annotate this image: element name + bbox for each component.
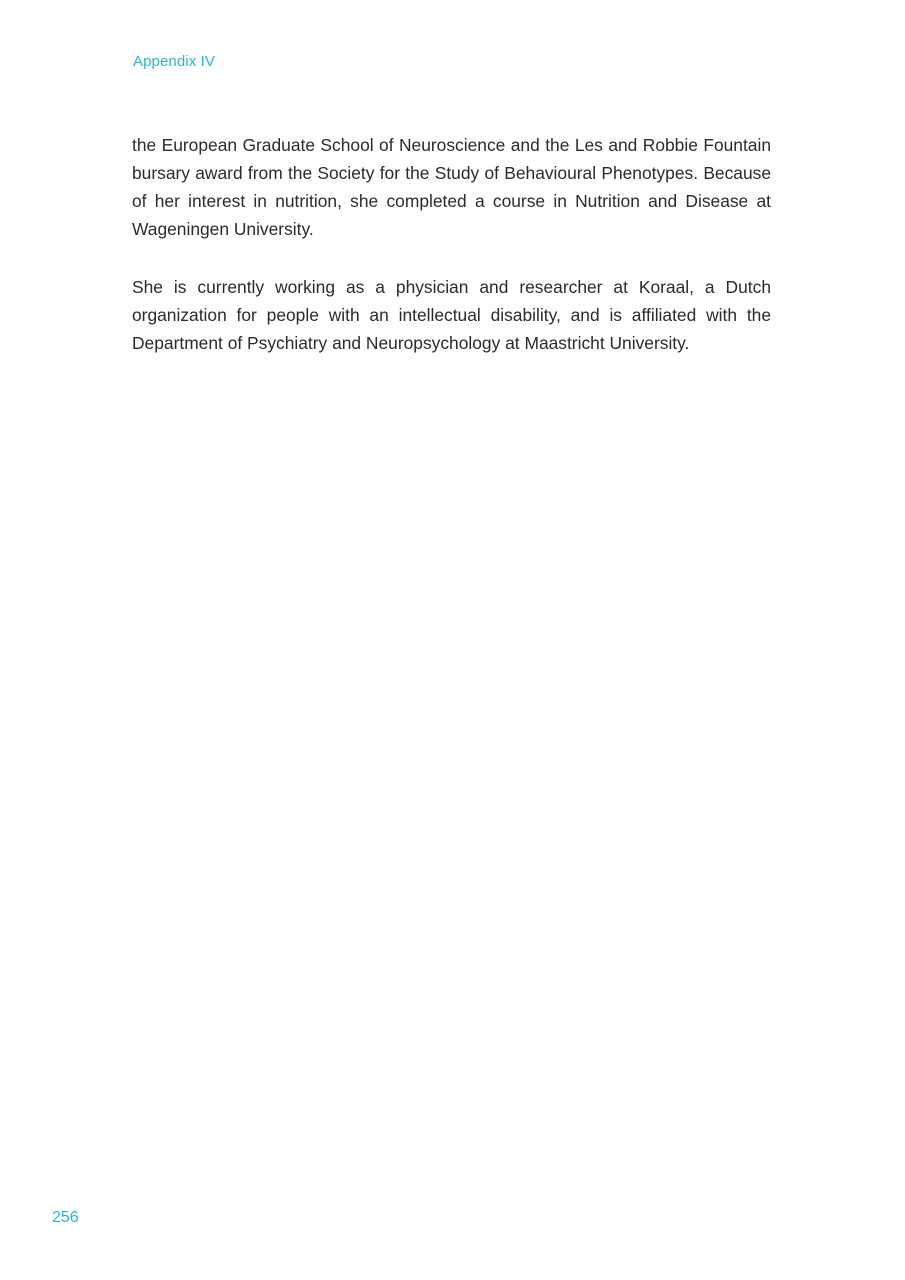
running-header: Appendix IV — [133, 53, 215, 70]
body-paragraph-1: the European Graduate School of Neuroscience and the Les and Robbie Fountain bursary award from the Society for the Study of Behavioural Phenotypes. Because of her interest in nutrition, she completed a course in Nutrition and Disease at Wageningen University. — [132, 135, 771, 239]
page-number: 256 — [52, 1209, 79, 1226]
body-paragraph-2: She is currently working as a physician and researcher at Koraal, a Dutch organization for people with an intellectual disability, and is affiliated with the Department of Psychiatry and Neuropsychology at Maastricht University. — [132, 277, 771, 353]
